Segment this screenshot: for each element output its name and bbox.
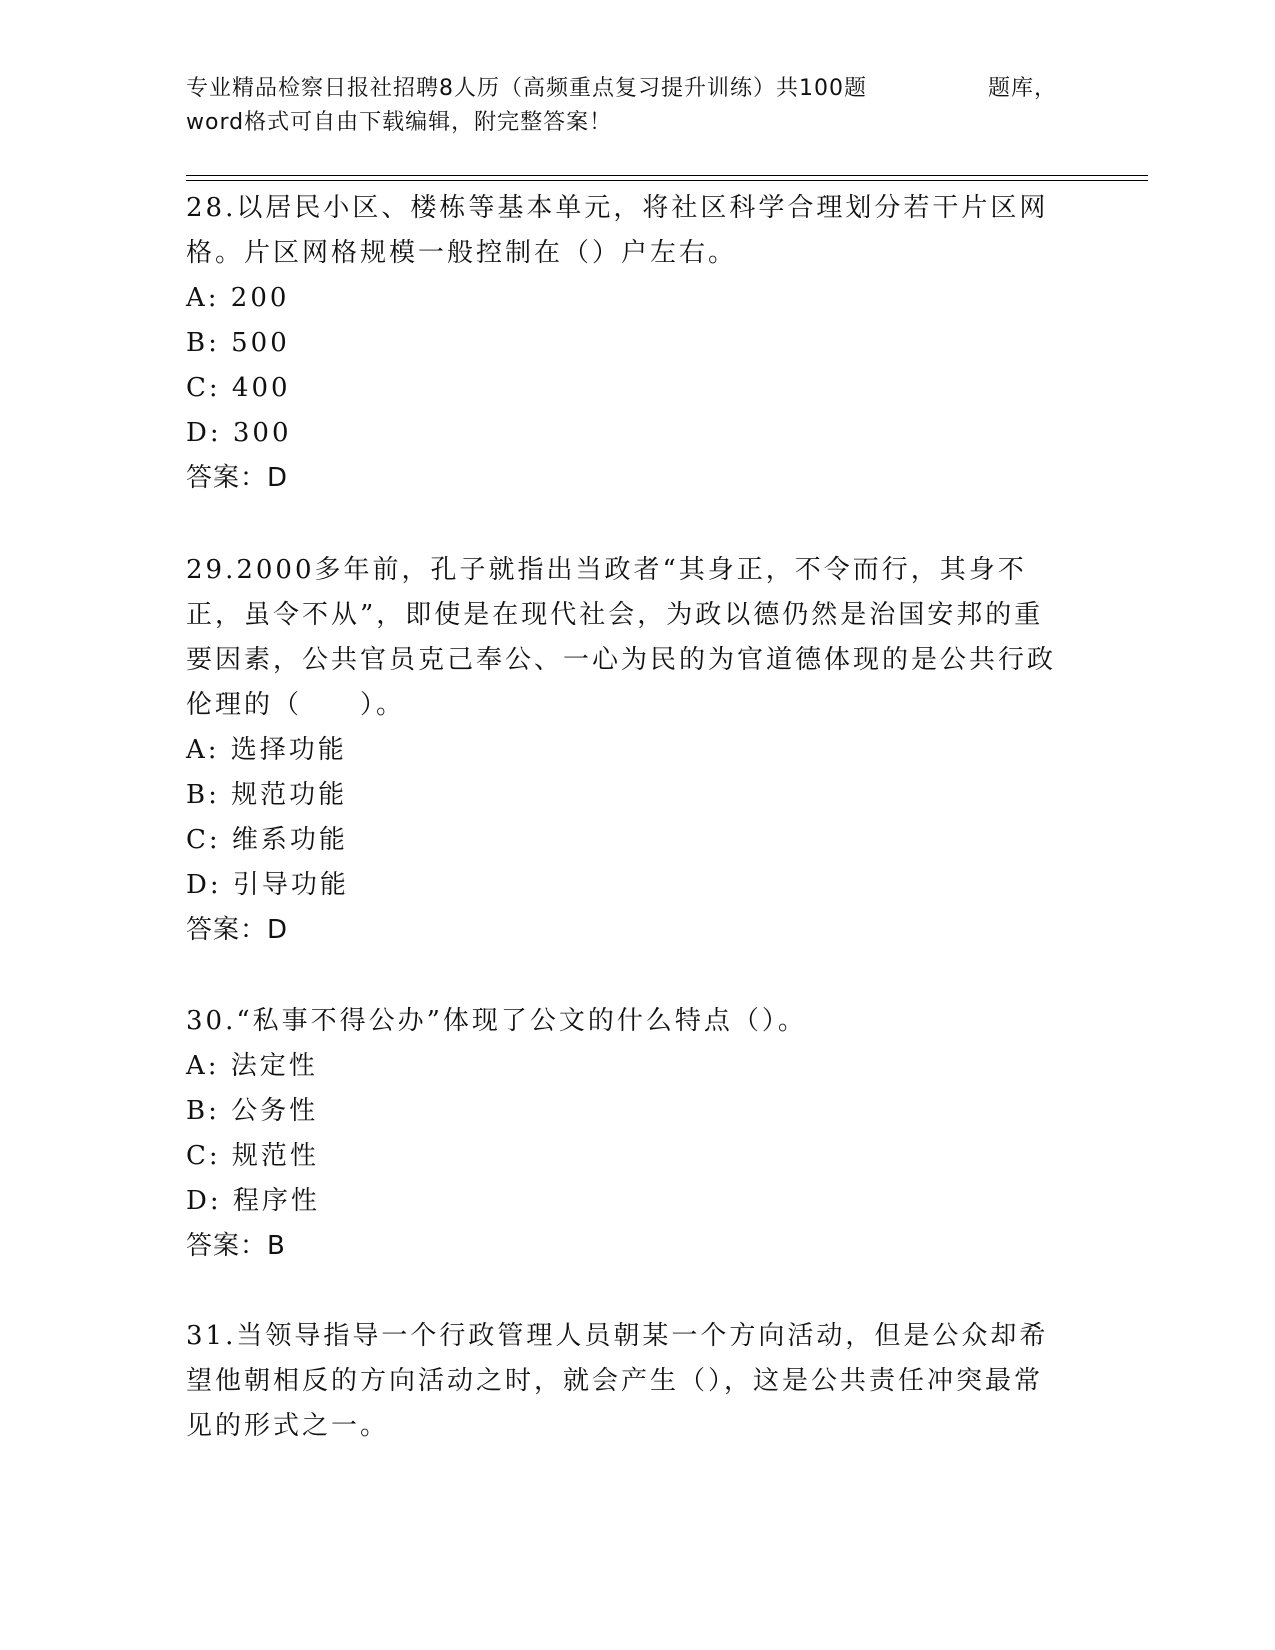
question-stem: 28.以居民小区、楼栋等基本单元，将社区科学合理划分若干片区网格。片区网格规模一般控制在（）户左右。	[186, 193, 1049, 268]
header-divider-bottom	[186, 180, 1148, 181]
page-header	[186, 72, 1066, 140]
header-title-line	[186, 72, 1066, 106]
question-31	[186, 1314, 1066, 1449]
question-28	[186, 186, 1066, 501]
option-b: B: 规范功能	[186, 780, 348, 810]
question-30	[186, 999, 1066, 1269]
option-d: D: 引导功能	[186, 870, 349, 900]
answer: 答案：D	[186, 915, 289, 945]
option-b: B: 500	[186, 328, 290, 358]
option-b: B: 公务性	[186, 1096, 319, 1126]
question-29	[186, 548, 1066, 953]
header-title: 专业精品检察日报社招聘8人历（高频重点复习提升训练）共100题	[186, 76, 867, 101]
option-d: D: 程序性	[186, 1186, 320, 1216]
header-subtitle: word格式可自由下载编辑，附完整答案！	[186, 110, 613, 135]
question-stem: 31.当领导指导一个行政管理人员朝某一个方向活动，但是公众却希望他朝相反的方向活动之时，就会产生（），这是公共责任冲突最常见的形式之一。	[186, 1321, 1049, 1441]
answer: 答案：D	[186, 463, 289, 493]
option-a: A: 200	[186, 283, 290, 313]
option-c: C: 规范性	[186, 1141, 319, 1171]
option-c: C: 400	[186, 373, 291, 403]
answer: 答案：B	[186, 1231, 286, 1261]
option-a: A: 法定性	[186, 1051, 318, 1081]
question-stem: 30.“私事不得公办”体现了公文的什么特点（）。	[186, 1006, 807, 1036]
header-title-suffix: 题库，	[988, 76, 1058, 101]
option-c: C: 维系功能	[186, 825, 348, 855]
question-stem: 29.2000多年前，孔子就指出当政者“其身正，不令而行，其身不正，虽令不从”，即使是在现代社会，为政以德仍然是治国安邦的重要因素，公共官员克己奉公、一心为民的为官道德体现的是公共行政伦理的（ ）。	[186, 555, 1057, 720]
header-divider-top	[186, 175, 1148, 176]
option-d: D: 300	[186, 418, 292, 448]
option-a: A: 选择功能	[186, 735, 347, 765]
